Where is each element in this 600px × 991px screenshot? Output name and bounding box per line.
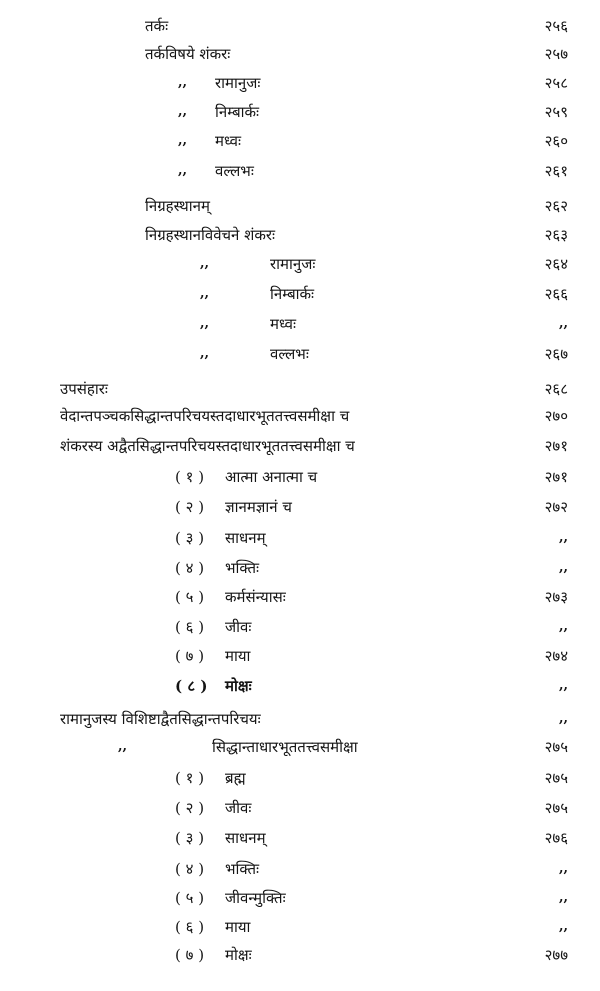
ditto-mark: ,, <box>118 739 128 754</box>
item-number: ( ५ ) <box>175 889 205 907</box>
item-number: ( ३ ) <box>175 529 205 547</box>
ditto-mark: ,, <box>178 75 188 90</box>
entry-title: निग्रहस्थानम् <box>145 197 210 215</box>
item-number: ( ६ ) <box>175 918 205 936</box>
item-number: ( ७ ) <box>175 946 205 964</box>
entry-title: निग्रहस्थानविवेचने शंकरः <box>145 226 276 244</box>
entry-title: जीवन्मुक्तिः <box>225 889 286 907</box>
page-number: ,, <box>558 861 568 876</box>
page-number: २६३ <box>544 226 568 244</box>
page-number: ,, <box>558 678 568 693</box>
entry-title: निम्बार्कः <box>270 285 315 303</box>
toc-entry <box>0 41 600 67</box>
ditto-mark: ,, <box>178 104 188 119</box>
entry-title: रामानुजस्य विशिष्टाद्वैतसिद्धान्तपरिचयः <box>60 710 261 728</box>
toc-entry <box>0 555 600 581</box>
item-number: ( १ ) <box>175 468 205 486</box>
toc-entry <box>0 856 600 882</box>
entry-title: मोक्षः <box>225 677 252 695</box>
page-number: २६२ <box>544 197 568 215</box>
page-number: ,, <box>558 530 568 545</box>
toc-entry <box>0 311 600 337</box>
page-number: २६४ <box>544 255 568 273</box>
toc-entry <box>0 251 600 277</box>
entry-title: भक्तिः <box>225 860 260 878</box>
entry-title: उपसंहारः <box>60 380 108 398</box>
toc-entry <box>0 942 600 968</box>
page-number: ,, <box>558 919 568 934</box>
toc-entry <box>0 643 600 669</box>
entry-title: कर्मसंन्यासः <box>225 588 286 606</box>
entry-title: ब्रह्म <box>225 769 246 787</box>
page-number: २७५ <box>544 738 568 756</box>
toc-entry <box>0 222 600 248</box>
item-number: ( १ ) <box>175 769 205 787</box>
page-number: २७१ <box>544 468 568 486</box>
entry-title: आत्मा अनात्मा च <box>225 468 318 486</box>
toc-entry <box>0 193 600 219</box>
entry-title: भक्तिः <box>225 559 260 577</box>
page-number: २७५ <box>544 769 568 787</box>
entry-title: माया <box>225 918 251 936</box>
toc-entry <box>0 376 600 402</box>
page-number: ,, <box>558 619 568 634</box>
entry-title: ज्ञानमज्ञानं च <box>225 498 292 516</box>
item-number: ( २ ) <box>175 799 205 817</box>
toc-entry <box>0 706 600 732</box>
page-number: २५९ <box>544 103 568 121</box>
entry-title: माया <box>225 647 251 665</box>
toc-entry <box>0 70 600 96</box>
toc-entry <box>0 494 600 520</box>
page-number: २५६ <box>544 17 568 35</box>
toc-entry <box>0 13 600 39</box>
entry-title: तर्कविषये शंकरः <box>145 45 231 63</box>
entry-title: मोक्षः <box>225 946 252 964</box>
entry-title: वल्लभः <box>270 345 309 363</box>
toc-entry <box>0 341 600 367</box>
toc-entry <box>0 914 600 940</box>
page-number: २७० <box>544 407 568 425</box>
toc-entry <box>0 885 600 911</box>
entry-title: रामानुजः <box>270 255 316 273</box>
toc-entry <box>0 614 600 640</box>
item-number: ( ४ ) <box>175 559 205 577</box>
entry-title: साधनम् <box>225 829 266 847</box>
page-number: ,, <box>558 890 568 905</box>
toc-entry <box>0 403 600 429</box>
page-number: ,, <box>558 711 568 726</box>
page-number: २६८ <box>544 380 568 398</box>
toc-entry <box>0 765 600 791</box>
page-number: २६७ <box>544 345 568 363</box>
item-number: ( ३ ) <box>175 829 205 847</box>
page-number: २७५ <box>544 799 568 817</box>
entry-title: सिद्धान्ताधारभूततत्त्वसमीक्षा <box>212 738 358 756</box>
ditto-mark: ,, <box>200 316 210 331</box>
toc-entry <box>0 734 600 760</box>
toc-entry <box>0 158 600 184</box>
ditto-mark: ,, <box>200 256 210 271</box>
page-number: २५८ <box>544 74 568 92</box>
entry-title: मध्वः <box>270 315 296 333</box>
page-number: २५७ <box>544 45 568 63</box>
item-number: ( ६ ) <box>175 618 205 636</box>
entry-title: तर्कः <box>145 17 169 35</box>
entry-title: वेदान्तपञ्चकसिद्धान्तपरिचयस्तदाधारभूततत्त्वसमीक्षा च <box>60 407 350 425</box>
item-number: ( ८ ) <box>175 677 208 695</box>
toc-entry <box>0 128 600 154</box>
page-number: २७४ <box>544 647 568 665</box>
entry-title: जीवः <box>225 799 252 817</box>
page-number: २७७ <box>544 946 568 964</box>
page-number: २६१ <box>544 162 568 180</box>
page-number: २६६ <box>544 285 568 303</box>
entry-title: साधनम् <box>225 529 266 547</box>
page-number: २७२ <box>544 498 568 516</box>
page-number: २७३ <box>544 588 568 606</box>
toc-entry <box>0 673 600 699</box>
ditto-mark: ,, <box>200 346 210 361</box>
entry-title: शंकरस्य अद्वैतसिद्धान्तपरिचयस्तदाधारभूततत्त्वसमीक्षा च <box>60 437 355 455</box>
page-number: २७६ <box>544 829 568 847</box>
toc-entry <box>0 99 600 125</box>
entry-title: रामानुजः <box>215 74 261 92</box>
item-number: ( २ ) <box>175 498 205 516</box>
toc-entry <box>0 525 600 551</box>
toc-entry <box>0 584 600 610</box>
ditto-mark: ,, <box>178 133 188 148</box>
toc-entry <box>0 281 600 307</box>
page-number: ,, <box>558 560 568 575</box>
ditto-mark: ,, <box>178 163 188 178</box>
page-number: २७१ <box>544 437 568 455</box>
toc-entry <box>0 464 600 490</box>
page-number: २६० <box>544 132 568 150</box>
item-number: ( ७ ) <box>175 647 205 665</box>
entry-title: निम्बार्कः <box>215 103 260 121</box>
item-number: ( ५ ) <box>175 588 205 606</box>
toc-entry <box>0 795 600 821</box>
page-number: ,, <box>558 316 568 331</box>
entry-title: जीवः <box>225 618 252 636</box>
ditto-mark: ,, <box>200 286 210 301</box>
entry-title: मध्वः <box>215 132 241 150</box>
toc-entry <box>0 825 600 851</box>
entry-title: वल्लभः <box>215 162 254 180</box>
toc-entry <box>0 433 600 459</box>
item-number: ( ४ ) <box>175 860 205 878</box>
